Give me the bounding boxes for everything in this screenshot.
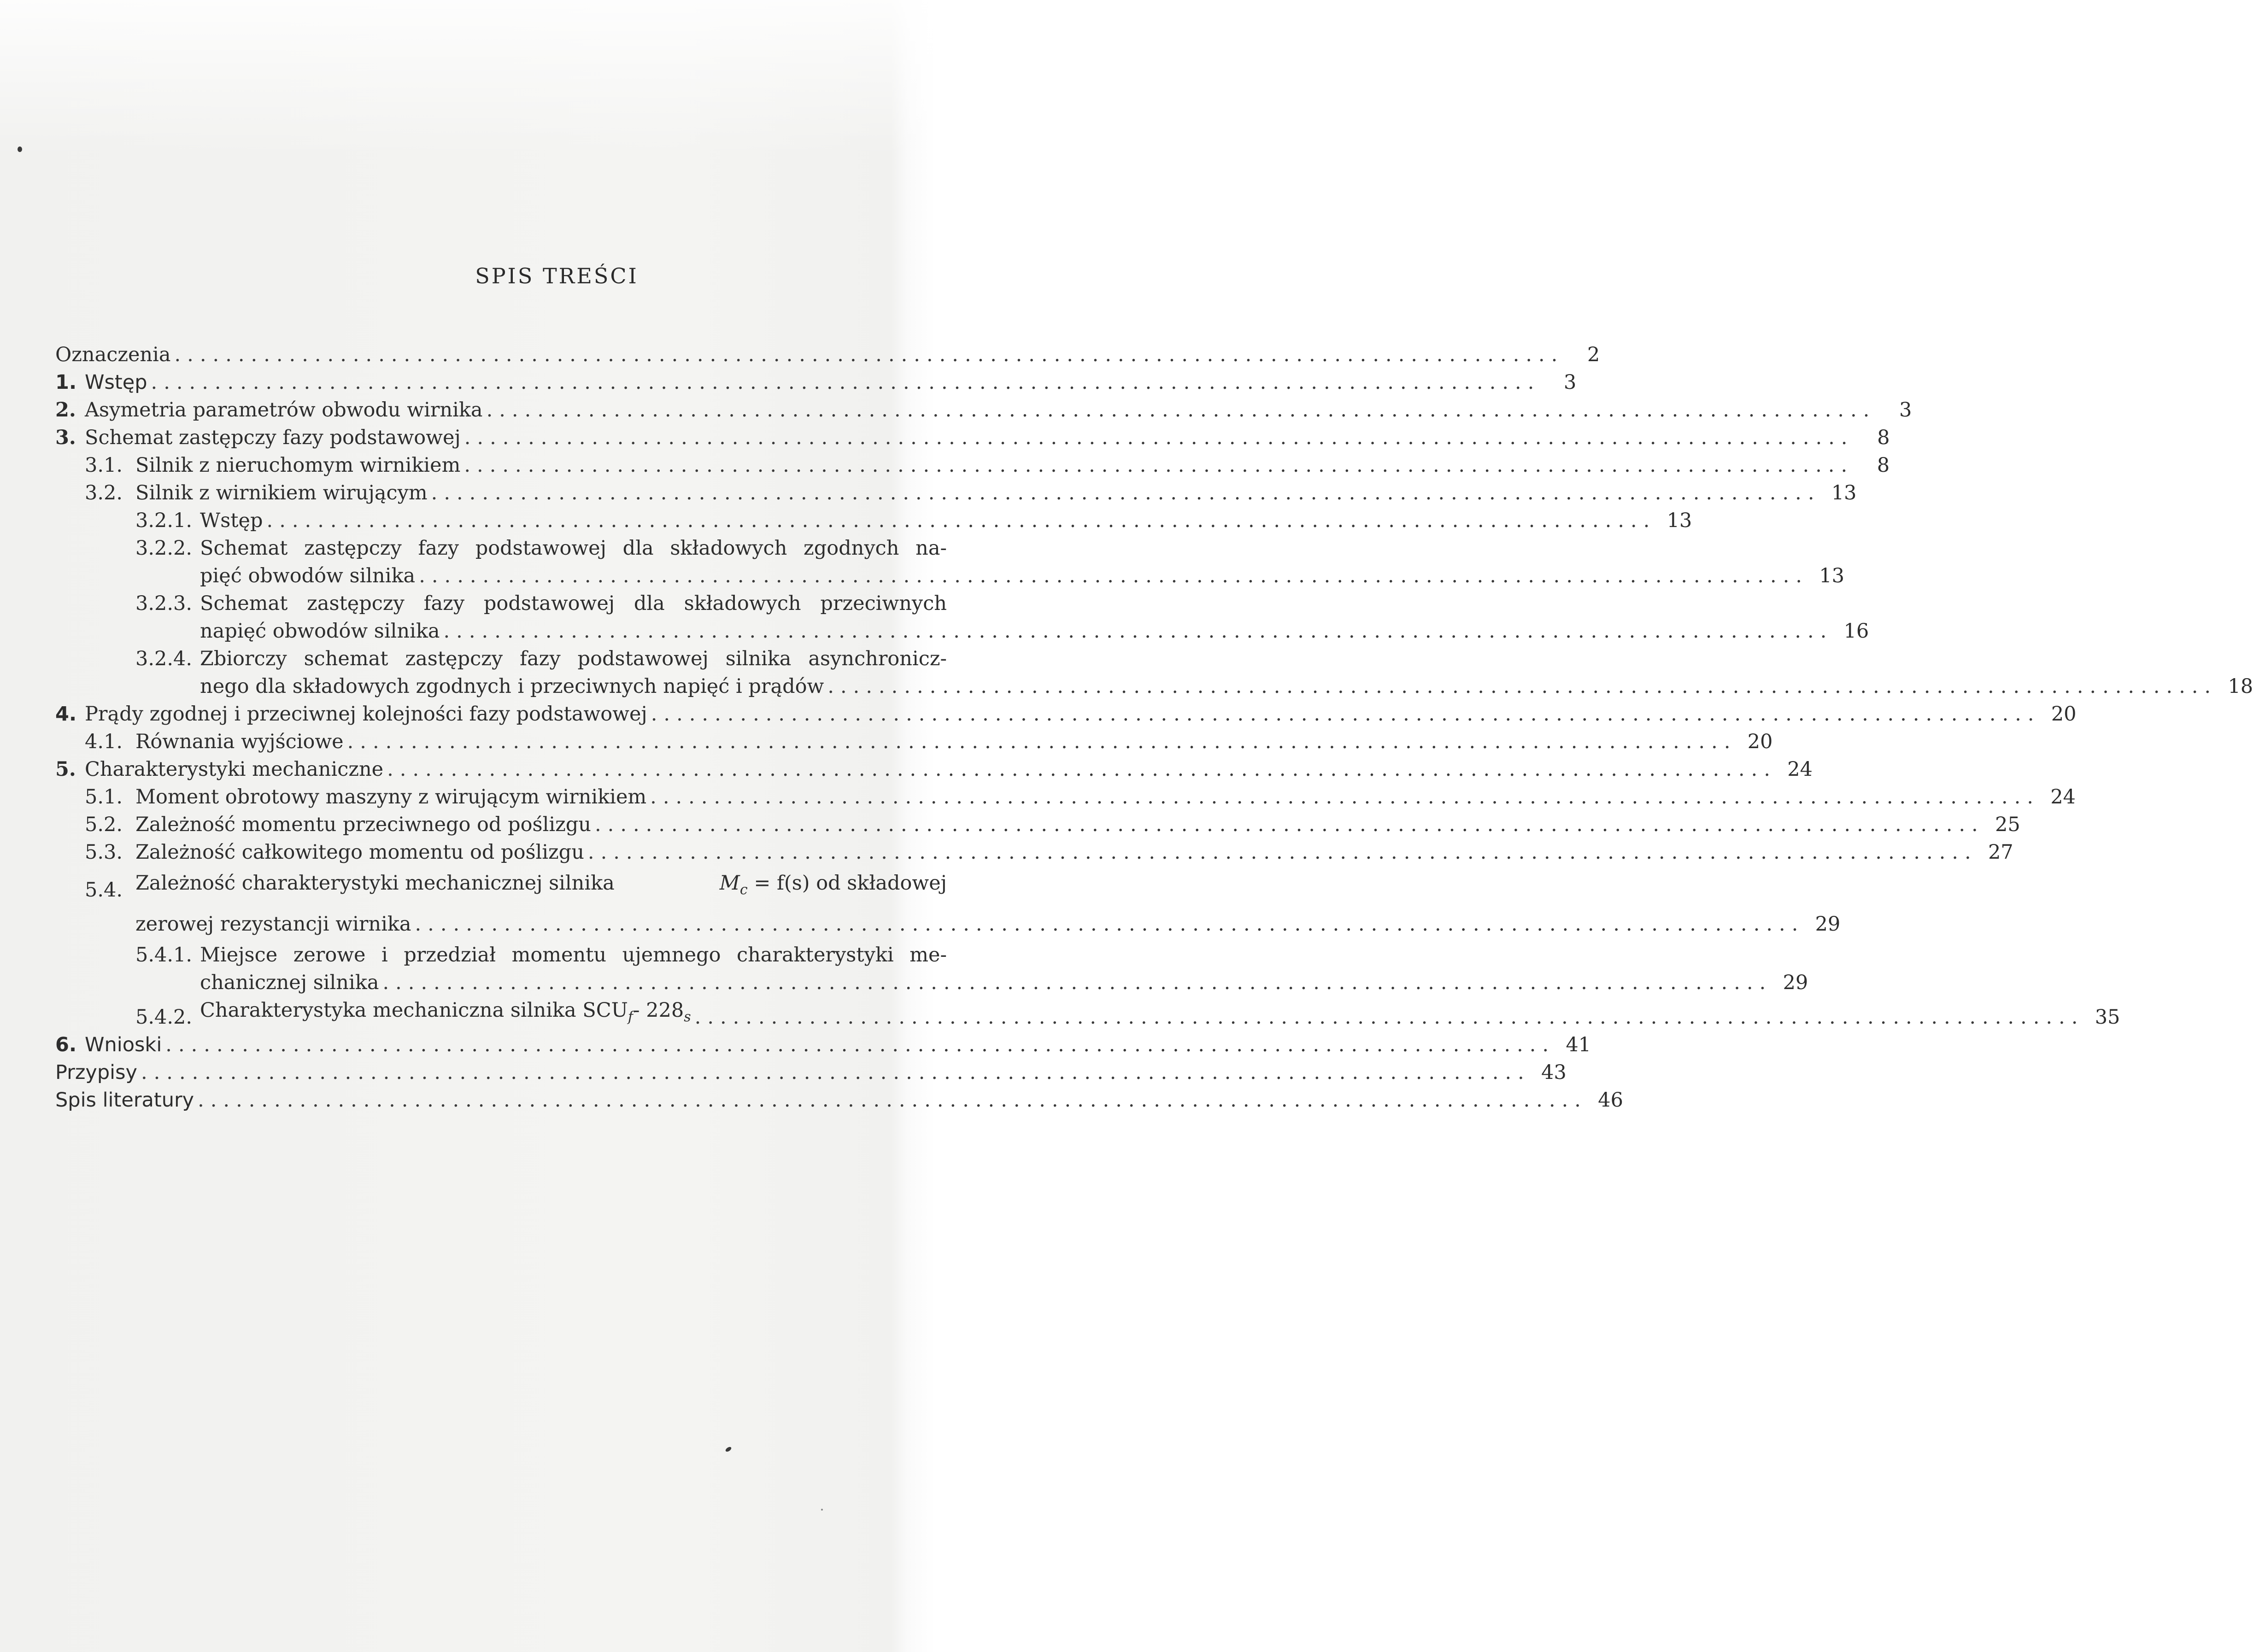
label-text-a: Charakterystyka mechaniczna silnika SCU [200,999,628,1022]
label-subscript-2: s [684,1009,691,1025]
toc-entry-5-4-line1[interactable] [55,866,979,907]
toc-entry-page: 3 [1899,398,1912,422]
toc-entry-6[interactable] [55,1031,1591,1059]
toc-entry-page: 41 [1566,1033,1591,1056]
toc-entry-page: 43 [1541,1061,1567,1084]
toc-entry-number: 5.2. [85,813,123,836]
toc-entry-label: Oznaczenia [55,343,171,366]
toc-entry-3-2-2-line1[interactable] [55,534,979,562]
leader-dots: ............................................................................................................. [419,564,1809,587]
leader-dots: ............................................................................................................. [141,1061,1531,1084]
toc-entry-label: Równania wyjściowe [135,730,344,753]
toc-entry-5-3[interactable] [55,838,2013,866]
formula [720,866,947,907]
toc-entry-number: 5.3. [85,841,123,864]
toc-entry-label-cont: zerowej rezystancji wirnika [135,913,411,936]
ink-speck [18,146,22,152]
leader-dots: ............................................................................................................. [694,1006,2084,1029]
toc-entry-label: Spis literatury [55,1089,194,1112]
toc-entry-number: 5.1. [85,785,123,808]
toc-entry-label [135,866,947,907]
toc-entry-number: 3.2. [85,481,123,504]
toc-entry-number: 4.1. [85,730,123,753]
toc-entry-page: 20 [2051,703,2077,726]
toc-entry-3-1[interactable] [55,451,1890,479]
ink-speck [725,1446,732,1453]
toc-entry-3[interactable] [55,424,1890,451]
toc-entry-label: Wstęp [85,371,147,394]
toc-entry-1[interactable] [55,369,1577,396]
toc-entry-3-2-3-line2[interactable] [55,617,1869,645]
toc-entry-number: 3.2.2. [135,537,193,560]
toc-entry-przypisy[interactable] [55,1059,1567,1086]
toc-entry-page: 20 [1747,730,1773,753]
leader-dots: ............................................................................................................. [464,426,1854,449]
toc-entry-page: 29 [1815,913,1841,936]
toc-entry-page: 27 [1988,841,2013,864]
toc-entry-5-1[interactable] [55,783,2076,811]
formula-subscript: c [739,882,748,898]
toc-entry-number: 5. [55,758,76,781]
toc-entry-label: Schemat zastępczy fazy podstawowej [85,426,461,449]
toc-entry-page: 3 [1564,371,1577,394]
leader-dots: ............................................................................................................. [431,481,1821,504]
leader-dots: ............................................................................................................. [464,454,1854,477]
toc-entry-label: Silnik z wirnikiem wirującym [135,481,428,504]
leader-dots: ............................................................................................................. [174,343,1564,366]
toc-entry-2[interactable] [55,396,1912,424]
toc-entry-oznaczenia[interactable] [55,341,1600,369]
toc-entry-label-cont: chanicznej silnika [200,971,379,994]
toc-entry-number: 5.4.1. [135,943,193,967]
toc-entry-page: 24 [2050,785,2076,808]
toc-entry-page: 13 [1831,481,1857,504]
toc-entry-label-cont: napięć obwodów silnika [200,620,440,643]
toc-entry-label: Zbiorczy schemat zastępczy fazy podstawowej silnika asynchronicz- [200,647,947,670]
toc-entry-label: Silnik z nieruchomym wirnikiem [135,454,461,477]
toc-entry-page: 8 [1877,454,1890,477]
toc-entry-page: 2 [1587,343,1600,366]
leader-dots: ............................................................................................................. [266,509,1656,532]
leader-dots: ............................................................................................................. [347,730,1737,753]
label-text-a: Zależność charakterystyki mechanicznej silnika [135,872,615,895]
label-text-b: - 228 [633,999,684,1022]
toc-entry-page: 29 [1783,971,1808,994]
toc-entry-label: Wnioski [85,1033,162,1056]
toc-entry-number: 2. [55,398,76,422]
toc-entry-3-2[interactable] [55,479,1857,507]
toc-entry-page: 8 [1877,426,1890,449]
toc-entry-page: 46 [1598,1089,1623,1112]
leader-dots: ............................................................................................................. [165,1033,1555,1056]
leader-dots: ............................................................................................................. [827,675,2218,698]
toc-entry-3-2-3-line1[interactable] [55,590,979,617]
toc-entry-label: Moment obrotowy maszyny z wirującym wirnikiem [135,785,647,808]
toc-entry-4-1[interactable] [55,728,1773,756]
formula-symbol: M [719,872,740,895]
toc-entry-page: 16 [1843,620,1869,643]
toc-entry-number: 3.2.1. [135,509,193,532]
toc-entry-label: Prądy zgodnej i przeciwnej kolejności fazy podstawowej [85,703,647,726]
toc-entry-page: 25 [1995,813,2020,836]
toc-entry-label: Zależność momentu przeciwnego od poślizgu [135,813,591,836]
toc-entry-label: Asymetria parametrów obwodu wirnika [85,398,483,422]
toc-entry-label: Miejsce zerowe i przedział momentu ujemnego charakterystyki me- [200,943,947,967]
toc-entry-page: 13 [1819,564,1845,587]
leader-dots: ............................................................................................................. [651,703,2041,726]
ink-speck [821,1509,823,1511]
page-title: SPIS TREŚCI [475,264,639,288]
toc-entry-page: 13 [1666,509,1692,532]
toc-entry-label: Wstęp [200,509,263,532]
toc-entry-5-4-1-line2[interactable] [55,969,1808,996]
toc-entry-5-4-line2[interactable] [55,907,1841,941]
toc-entry-3-2-4-line1[interactable] [55,645,979,673]
toc-entry-spis-literatury[interactable] [55,1086,1623,1114]
page-top-fade [0,0,1114,157]
toc-entry-3-2-4-line2[interactable] [55,673,2253,700]
toc-entry-label: Schemat zastępczy fazy podstawowej dla składowych zgodnych na- [200,537,947,560]
toc-entry-3-2-2-line2[interactable] [55,562,1845,590]
leader-dots: ............................................................................................................. [443,620,1833,643]
toc-entry-label-cont: pięć obwodów silnika [200,564,416,587]
leader-dots: ............................................................................................................. [486,398,1876,422]
toc-entry-3-2-1[interactable] [55,507,1692,534]
toc-entry-5-4-2[interactable] [55,996,2120,1031]
label-subscript-1: f [628,1009,633,1025]
toc-entry-number: 3.2.3. [135,592,193,615]
leader-dots: ............................................................................................................. [594,813,1984,836]
leader-dots: ............................................................................................................. [151,371,1541,394]
toc-entry-number: 3.2.4. [135,647,193,670]
leader-dots: ............................................................................................................. [587,841,1977,864]
toc-entry-label-cont: nego dla składowych zgodnych i przeciwnych napięć i prądów [200,675,824,698]
toc-entry-label: Zależność całkowitego momentu od poślizgu [135,841,584,864]
toc-entry-number: 3. [55,426,76,449]
toc-entry-page: 24 [1787,758,1813,781]
toc-entry-number: 5.4. [85,879,123,902]
toc-entry-number: 6. [55,1033,77,1056]
toc-entry-number: 5.4.2. [135,1006,193,1029]
leader-dots: ............................................................................................................. [650,785,2040,808]
toc-entry-4[interactable] [55,700,2077,728]
label-text-b: = f(s) od składowej [754,872,947,895]
toc-entry-number: 4. [55,703,77,726]
leader-dots: ............................................................................................................. [415,913,1805,936]
toc-entry-number: 1. [55,371,77,394]
leader-dots: ............................................................................................................. [382,971,1772,994]
toc-entry-label: Charakterystyki mechaniczne [85,758,384,781]
toc-entry-label: Przypisy [55,1061,137,1084]
toc-entry-5-2[interactable] [55,811,2020,838]
toc-entry-label [200,996,691,1031]
toc-entry-number: 3.1. [85,454,123,477]
leader-dots: ............................................................................................................. [387,758,1777,781]
toc-entry-page: 18 [2228,675,2253,698]
table-of-contents [55,341,2253,1114]
leader-dots: ............................................................................................................. [198,1089,1587,1112]
toc-entry-5[interactable] [55,756,1813,783]
toc-entry-page: 35 [2095,1006,2120,1029]
toc-entry-5-4-1-line1[interactable] [55,941,979,969]
toc-entry-label: Schemat zastępczy fazy podstawowej dla składowych przeciwnych [200,592,947,615]
